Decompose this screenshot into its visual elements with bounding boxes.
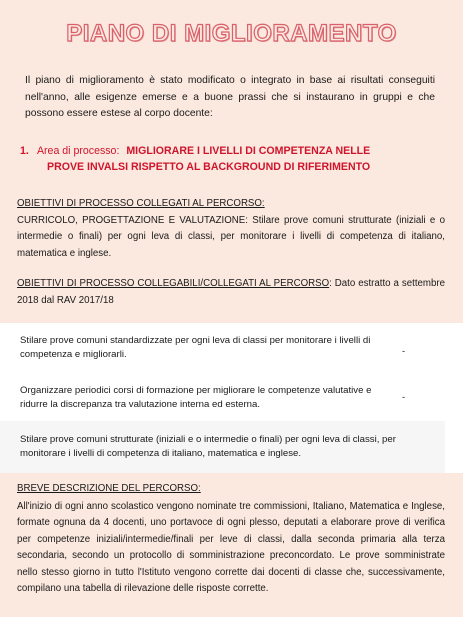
table-row-text: Stilare prove comuni standardizzate per ogni leva di classi per monitorare i livelli di competenza e migliorarli. — [20, 335, 371, 360]
area-label: Area di processo: — [36, 145, 120, 157]
intro-paragraph: Il piano di miglioramento è stato modificato o integrato in base ai risultati conseguiti nell'anno, alle esigenze emerse e a buone prassi che si instaurano in gruppi e che possono essere estese al corpo docente: — [25, 75, 435, 119]
obiettivi-collegati-label: CURRICOLO, PROGETTAZIONE E VALUTAZIONE: — [17, 214, 248, 226]
area-number: 1. — [20, 145, 29, 157]
descrizione-heading: BREVE DESCRIZIONE DEL PERCORSO: — [17, 483, 201, 494]
table-row-text: Organizzare periodici corsi di formazione per migliorare le competenze valutative e ridurre la discrepanza tra valutazione interna ed esterna. — [20, 385, 372, 410]
obiettivi-collegati-body: Stilare prove comuni strutturate (iniziali e o intermedie o finali) per ogni leva di classi, per monitorare i livelli di competenza di italiano, matematica e inglese. — [17, 214, 445, 259]
table-row-mark: - — [402, 346, 406, 357]
descrizione-text: All'inizio di ogni anno scolastico vengono nominate tre commissioni, Italiano, Matematica e Inglese, formate ognuna da 4 docenti, uno portavoce di ogni plesso, deputati a elaborare prove di verifica per competenze iniziali/intermedie/finali per leve di classi, dalla seconda primaria alla terza secondaria, secondo un protocollo di somministrazione preconcordato. Le prove somministrate nello stesso giorno in tutto l'Istituto vengono corrette dai docenti di classe che, successivamente, compilano una tabella di rilevazione delle risposte corrette. — [17, 500, 445, 594]
table-row-mark: - — [402, 392, 406, 403]
process-area-heading — [20, 143, 440, 175]
table-row — [0, 323, 445, 373]
obiettivi-collegati-heading: OBIETTIVI DI PROCESSO COLLEGATI AL PERCORSO: — [17, 198, 265, 209]
obiettivi-collegati-text — [17, 213, 445, 263]
table-row-text: Stilare prove comuni strutturate (iniziali e o intermedie o finali) per ogni leva di classi, per monitorare i livelli di competenza di italiano, matematica e inglese. — [20, 434, 396, 459]
table-row — [0, 421, 445, 473]
table-row — [0, 373, 445, 421]
obiettivi-collegabili-section — [17, 276, 445, 309]
area-title-line1: MIGLIORARE I LIVELLI DI COMPETENZA NELLE — [126, 145, 371, 157]
obiettivi-table — [0, 323, 463, 473]
page-title: PIANO DI MIGLIORAMENTO — [66, 20, 397, 47]
area-title-line2: PROVE INVALSI RISPETTO AL BACKGROUND DI RIFERIMENTO — [47, 161, 371, 173]
descrizione-section — [17, 481, 445, 598]
obiettivi-collegabili-heading: OBIETTIVI DI PROCESSO COLLEGABILI/COLLEGATI AL PERCORSO — [17, 278, 330, 289]
obiettivi-collegabili-text: : Dato estratto a settembre 2018 dal RAV 2017/18 — [17, 278, 445, 306]
obiettivi-collegati-section — [17, 196, 445, 262]
